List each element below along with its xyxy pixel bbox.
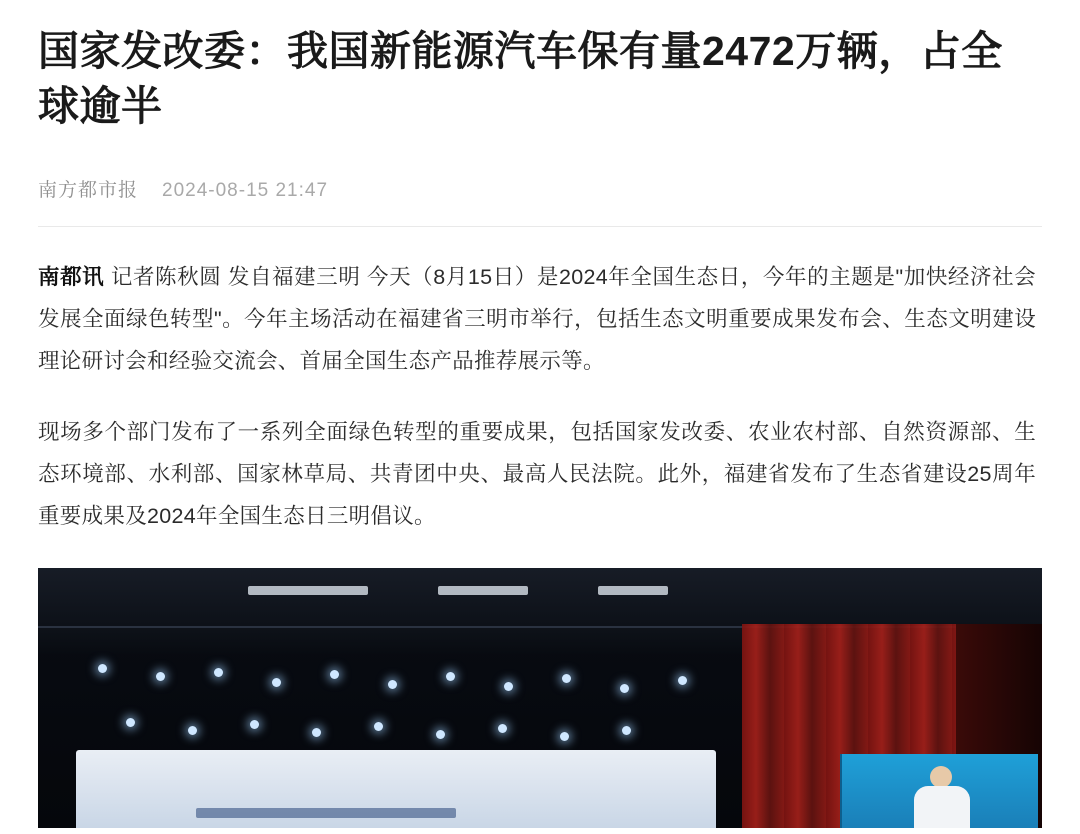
ceiling-light-strip — [598, 586, 668, 595]
paragraph — [38, 227, 1036, 383]
paragraph-text: 记者陈秋圆 发自福建三明 今天（8月15日）是2024年全国生态日，今年的主题是"加快经济社会发展全面绿色转型"。今年主场活动在福建省三明市举行，包括生态文明重要成果发布会、生态文明建设理论研讨会和经验交流会、首届全国生态产品推荐展示等。 — [38, 264, 1036, 373]
projection-screen-text — [196, 808, 456, 818]
speaker-head — [930, 766, 952, 788]
page-title: 国家发改委：我国新能源汽车保有量2472万辆，占全球逾半 — [38, 28, 1003, 130]
article-source: 南方都市报 — [38, 179, 139, 201]
article-body — [0, 227, 1080, 539]
conference-stage-photo — [38, 568, 1042, 828]
ceiling-light-strip — [248, 586, 368, 595]
speaker-body — [914, 786, 970, 828]
article-timestamp: 2024-08-15 21:47 — [162, 179, 329, 201]
photo-ceiling — [38, 568, 1042, 630]
speaker-video-inset — [840, 754, 1038, 828]
paragraph-lead: 南都讯 — [38, 264, 105, 289]
paragraph-text: 现场多个部门发布了一系列全面绿色转型的重要成果，包括国家发改委、农业农村部、自然资源部、生态环境部、水利部、国家林草局、共青团中央、最高人民法院。此外，福建省发布了生态省建设25周年重要成果及2024年全国生态日三明倡议。 — [38, 420, 1036, 529]
ceiling-light-strip — [438, 586, 528, 595]
paragraph — [38, 382, 1036, 538]
article-meta — [0, 135, 1080, 202]
projection-screen — [76, 750, 716, 828]
